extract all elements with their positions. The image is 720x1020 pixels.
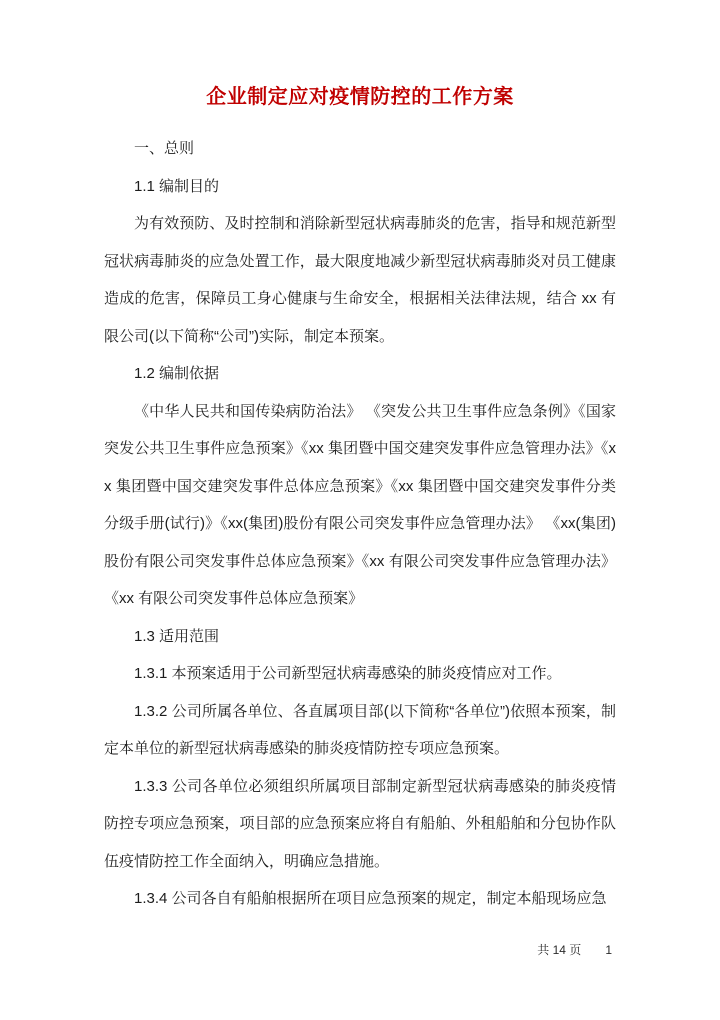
paragraph: 1.2 编制依据: [134, 365, 220, 382]
paragraph: 1.3.3 公司各单位必须组织所属项目部制定新型冠状病毒感染的肺炎疫情防控专项应急预案，项目部的应急预案应将自有船舶、外租船舶和分包协作队伍疫情防控工作全面纳入，明确应急措施。: [104, 777, 616, 870]
paragraph: 1.3 适用范围: [134, 627, 220, 645]
document-content: [104, 82, 616, 918]
paragraph: 《中华人民共和国传染病防治法》 《突发公共卫生事件应急条例》《国家突发公共卫生事件应急预案》《xx 集团暨中国交建突发事件应急管理办法》《xx 集团暨中国交建突发事件总体应急预案》《xx 集团暨中国交建突发事件分类分级手册(试行)》《xx(集团)股份有限公司突发事件应急管理办法》 《xx(集团)股份有限公司突发事件总体应急预案》《xx 有限公司突发事件应急管理办法》《xx 有限公司突发事件总体应急预案》: [104, 402, 616, 607]
paragraph: 1.1 编制目的: [134, 177, 220, 195]
paragraph: 为有效预防、及时控制和消除新型冠状病毒肺炎的危害，指导和规范新型冠状病毒肺炎的应急处置工作，最大限度地减少新型冠状病毒肺炎对员工健康造成的危害，保障员工身心健康与生命安全，根据相关法律法规，结合 xx 有限公司(以下简称“公司”)实际，制定本预案。: [104, 215, 616, 345]
paragraph: 一、总则: [134, 140, 195, 157]
document-body: [104, 130, 616, 918]
document-title: 企业制定应对疫情防控的工作方案: [206, 86, 514, 108]
paragraph: 1.3.2 公司所属各单位、各直属项目部(以下简称“各单位”)依照本预案，制定本单位的新型冠状病毒感染的肺炎疫情防控专项应急预案。: [104, 702, 616, 757]
total-pages-label: 共 14 页: [537, 943, 582, 957]
page-footer: [537, 941, 612, 958]
paragraph: 1.3.4 公司各自有船舶根据所在项目应急预案的规定，制定本船现场应急: [134, 890, 607, 907]
paragraph: 1.3.1 本预案适用于公司新型冠状病毒感染的肺炎疫情应对工作。: [134, 665, 562, 682]
page-number: 1: [605, 942, 612, 957]
